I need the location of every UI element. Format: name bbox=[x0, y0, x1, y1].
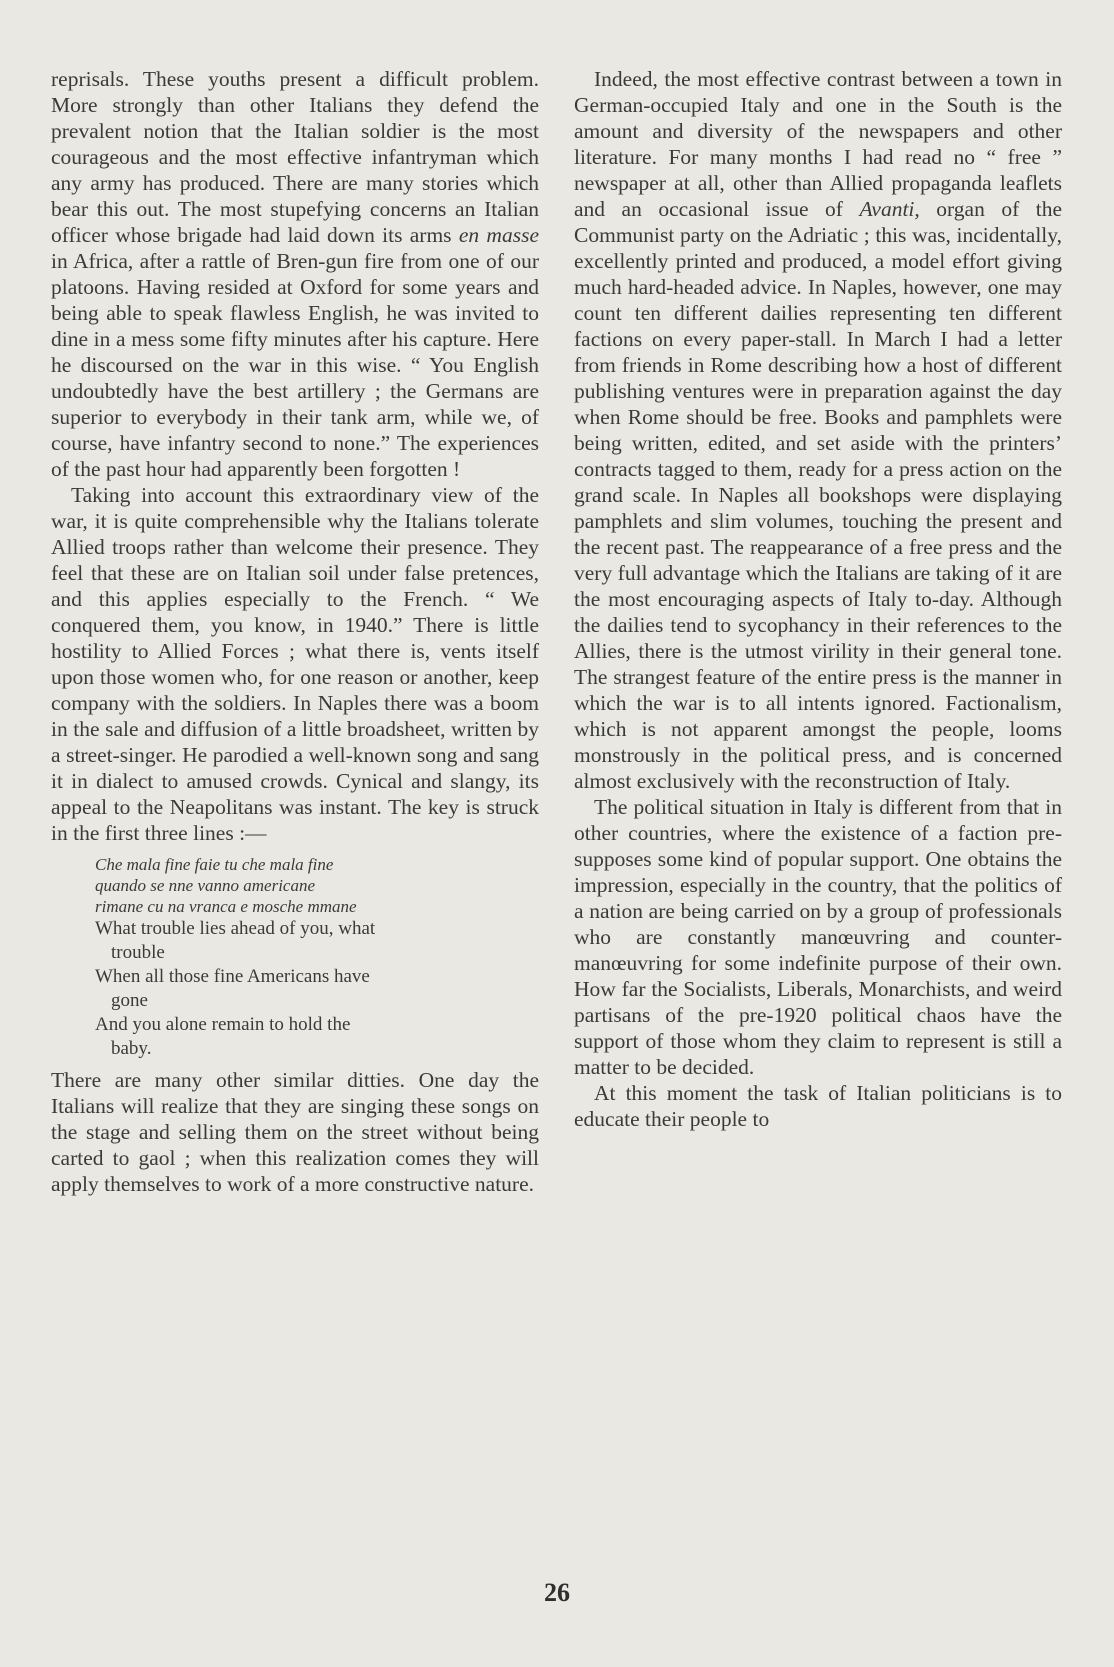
left-column bbox=[51, 66, 539, 1197]
translation-line bbox=[95, 1013, 539, 1061]
paragraph: There are many other similar ditties. One day the Italians will realize that they are singing these songs on the stage and selling them on the street without being carted to gaol ; when this realization comes they will apply themselves to work of a more constructive nature. bbox=[51, 1068, 539, 1196]
paragraph bbox=[51, 66, 539, 482]
translation-text: When all those fine Americans have bbox=[95, 966, 370, 987]
verse-line: quando se nne vanno americane bbox=[95, 876, 316, 895]
paragraph-text: reprisals. These youths present a difficult problem. More strongly than other Italians they defend the prevalent notion that the Italian soldier is the most courageous and the most effective infantryman which any army has produced. There are many stories which bear this out. The most stupefying concerns an Italian officer whose brigade had laid down its arms bbox=[51, 67, 539, 247]
translation-text: And you alone remain to hold the bbox=[95, 1014, 351, 1035]
translation-text: trouble bbox=[111, 942, 165, 963]
translation-text: gone bbox=[111, 990, 148, 1011]
emphasis-text: Avanti, bbox=[859, 197, 920, 221]
paragraph: At this moment the task of Italian politicians is to educate their people to bbox=[574, 1081, 1062, 1131]
paragraph-text: Indeed, the most effective contrast between a town in German-occupied Italy and one in the South is the amount and diversity of the newspapers and other literature. For many months I had read no “ free ” newspaper at all, other than Allied propaganda leaflets and an occasional issue of bbox=[574, 67, 1062, 221]
translation-text: What trouble lies ahead of you, what bbox=[95, 918, 376, 939]
page-number: 26 bbox=[544, 1578, 570, 1607]
paragraph: The political situation in Italy is different from that in other countries, where the existence of a faction presupposes some kind of popular support. One obtains the impression, especially in the country, that the politics of a nation are being carried on by a group of professionals who are constantly manœuvring and counter-manœuvring for some indefinite purpose of their own. How far the Socialists, Liberals, Monarchists, and weird partisans of the pre-1920 political chaos have the support of those whom they claim to represent is still a matter to be decided. bbox=[574, 795, 1062, 1079]
paragraph-text: in Africa, after a rattle of Bren-gun fire from one of our platoons. Having resided at Oxford for some years and being able to speak flawless English, he was invited to dine in a mess some fifty minutes after his capture. Here he discoursed on the war in this wise. “ You English undoubtedly have the best artillery ; the Germans are superior to everybody in their tank arm, while we, of course, have infantry second to none.” The experiences of the past hour had apparently been forgotten ! bbox=[51, 249, 539, 481]
paragraph: Taking into account this extraordinary view of the war, it is quite comprehensible why the Italians tolerate Allied troops rather than welcome their presence. They feel that these are on Italian soil under false pretences, and this applies especially to the French. “ We conquered them, you know, in 1940.” There is little hostility to Allied Forces ; what there is, vents itself upon those women who, for one reason or another, keep company with the soldiers. In Naples there was a boom in the sale and diffusion of a little broadsheet, written by a street-singer. He parodied a well-known song and sang it in dialect to amused crowds. Cynical and slangy, its appeal to the Neapolitans was instant. The key is struck in the first three lines :— bbox=[51, 483, 539, 845]
translation-line bbox=[95, 965, 539, 1013]
verse-quotation bbox=[95, 854, 539, 1061]
translation-text: baby. bbox=[111, 1038, 152, 1059]
emphasis-text: en masse bbox=[458, 223, 539, 247]
verse-line: rimane cu na vranca e mosche mmane bbox=[95, 897, 357, 916]
paragraph-text: organ of the Communist party on the Adriatic ; this was, incidentally, excellently printed and produced, a model effort giving much hard-headed advice. In Naples, however, one may count ten different dailies representing ten different factions on every paper-stall. In March I had a letter from friends in Rome describing how a host of different publishing ventures were in preparation against the day when Rome should be free. Books and pamphlets were being written, edited, and set aside with the printers’ contracts tagged to them, ready for a press action on the grand scale. In Naples all bookshops were displaying pamphlets and slim volumes, touching the present and the recent past. The reappearance of a free press and the very full advantage which the Italians are taking of it are the most encouraging aspects of Italy to-day. Although the dailies tend to sycophancy in their references to the Allies, there is the utmost virility in their general tone. The strangest feature of the entire press is the manner in which the war is to all intents ignored. Factionalism, which is not apparent amongst the people, looms monstrously in the political press, and is concerned almost exclusively with the reconstruction of Italy. bbox=[574, 197, 1062, 793]
right-column bbox=[574, 66, 1062, 1132]
paragraph bbox=[574, 66, 1062, 794]
verse-line: Che mala fine faie tu che mala fine bbox=[95, 855, 334, 874]
translation-line bbox=[95, 917, 539, 965]
